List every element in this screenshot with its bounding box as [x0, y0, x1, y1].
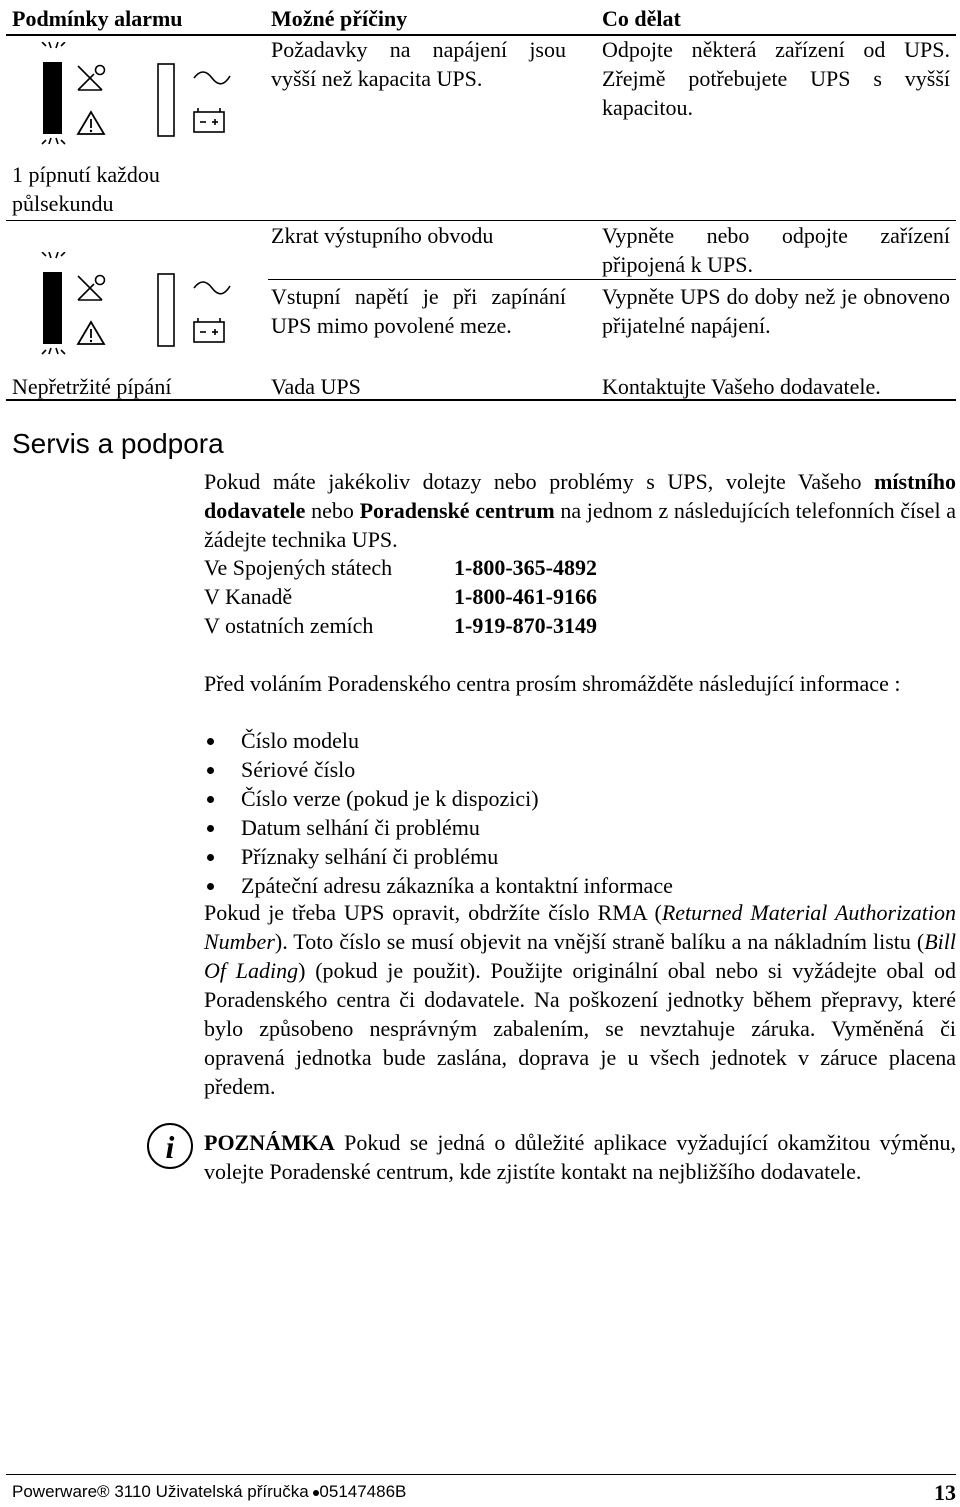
list-item: Příznaky selhání či problému [204, 842, 673, 871]
led-on-icon [43, 272, 62, 344]
alarm-indicators-icon [34, 42, 234, 154]
phone-number-other: 1-919-870-3149 [454, 613, 597, 638]
local-dealer-emphasis: místního dodavatele [204, 469, 956, 523]
row1-action: Odpojte některá zařízení od UPS. Zřejmě potřebujete UPS s vyšší kapacitou. [602, 37, 950, 120]
info-icon [146, 1122, 194, 1170]
footer-model: 3110 [114, 1482, 151, 1501]
led-on-icon [43, 62, 62, 134]
footer-rule [6, 1474, 956, 1475]
phone-region-us: Ve Spojených státech [204, 555, 393, 580]
col-header-causes: Možné příčiny [271, 6, 408, 31]
row2-action-b: Vypněte UPS do doby než je obnoveno přijatelné napájení. [602, 284, 950, 338]
phone-number-canada: 1-800-461-9166 [454, 584, 597, 609]
note-paragraph: POZNÁMKA Pokud se jedná o důležité aplikace vyžadující okamžitou výměnu, volejte Poradenské centrum, kde zjistíte kontakt na nejbližšího dodavatele. [204, 1130, 956, 1184]
registered-mark: ® [97, 1482, 110, 1501]
rma-expansion: Returned Material Authorization Number [204, 900, 956, 954]
footer-product: Powerware [12, 1482, 98, 1501]
service-intro: Pokud máte jakékoliv dotazy nebo problémy s UPS, volejte Vašeho místního dodavatele nebo Poradenské centrum na jednom z následujících telefonních čísel a žádejte technika UPS. [204, 469, 956, 552]
row2-cause-a: Zkrat výstupního obvodu [271, 223, 494, 248]
footer-part: 05147486B [319, 1482, 407, 1501]
info-list [204, 726, 673, 900]
led-off-icon [158, 274, 174, 346]
note-label: POZNÁMKA [204, 1130, 335, 1155]
row3-condition: Nepřetržité pípání [12, 374, 172, 399]
row3-action: Kontaktujte Vašeho dodavatele. [602, 374, 881, 399]
phone-number-us: 1-800-365-4892 [454, 555, 597, 580]
help-center-emphasis: Poradenské centrum [359, 498, 555, 523]
repair-paragraph: Pokud je třeba UPS opravit, obdržíte číslo RMA (Returned Material Authorization Number). Toto číslo se musí objevit na vnější straně balíku a na nákladním listu (Bill Of Lading) (pokud je použit). Použijte originální obal nebo si vyžádejte obal od Poradenského centra či dodavatele. Na poškození jednotky během přepravy, které bylo způsobeno nesprávným zabalením, se nevztahuje záruka. Vyměněná či opravená jednotka bude zaslána, doprava je u všech jednotek v záruce placena předem. [204, 900, 956, 1099]
list-item: Sériové číslo [204, 755, 673, 784]
row1-condition: 1 pípnutí každou půlsekundu [12, 162, 160, 216]
list-item: Zpáteční adresu zákazníka a kontaktní informace [204, 871, 673, 900]
table-bottom-rule [6, 399, 956, 401]
phone-region-other: V ostatních zemích [204, 613, 374, 638]
col-header-conditions: Podmínky alarmu [12, 6, 183, 31]
row1-cause: Požadavky na napájení jsou vyšší než kapacita UPS. [271, 37, 566, 91]
row2-cause-b: Vstupní napětí je při zapínání UPS mimo povolené meze. [271, 284, 566, 338]
led-off-icon [158, 64, 174, 136]
sine-wave-icon [194, 282, 230, 294]
list-item: Datum selhání či problému [204, 813, 673, 842]
before-call-text: Před voláním Poradenského centra prosím shromážděte následující informace : [204, 671, 901, 696]
section-heading: Servis a podpora [12, 428, 224, 459]
list-item: Číslo verze (pokud je k dispozici) [204, 784, 673, 813]
page-number: 13 [934, 1480, 956, 1505]
bill-of-lading: Bill Of Lading [204, 929, 956, 983]
row2-action-a: Vypněte nebo odpojte zařízení připojená k UPS. [602, 223, 950, 277]
overload-icon [78, 66, 105, 91]
phone-region-canada: V Kanadě [204, 584, 293, 609]
row3-cause: Vada UPS [271, 374, 361, 399]
battery-icon [194, 318, 224, 342]
alarm-indicators-icon-2 [34, 252, 234, 364]
overload-icon [78, 276, 105, 301]
svg-text:i: i [165, 1129, 175, 1165]
list-item: Číslo modelu [204, 726, 673, 755]
battery-icon [194, 108, 224, 132]
row2-inner-rule [268, 279, 956, 280]
col-header-actions: Co dělat [602, 6, 681, 31]
footer-text [12, 1481, 406, 1503]
sine-wave-icon [194, 72, 230, 84]
footer-manual: Uživatelská příručka [155, 1482, 309, 1501]
